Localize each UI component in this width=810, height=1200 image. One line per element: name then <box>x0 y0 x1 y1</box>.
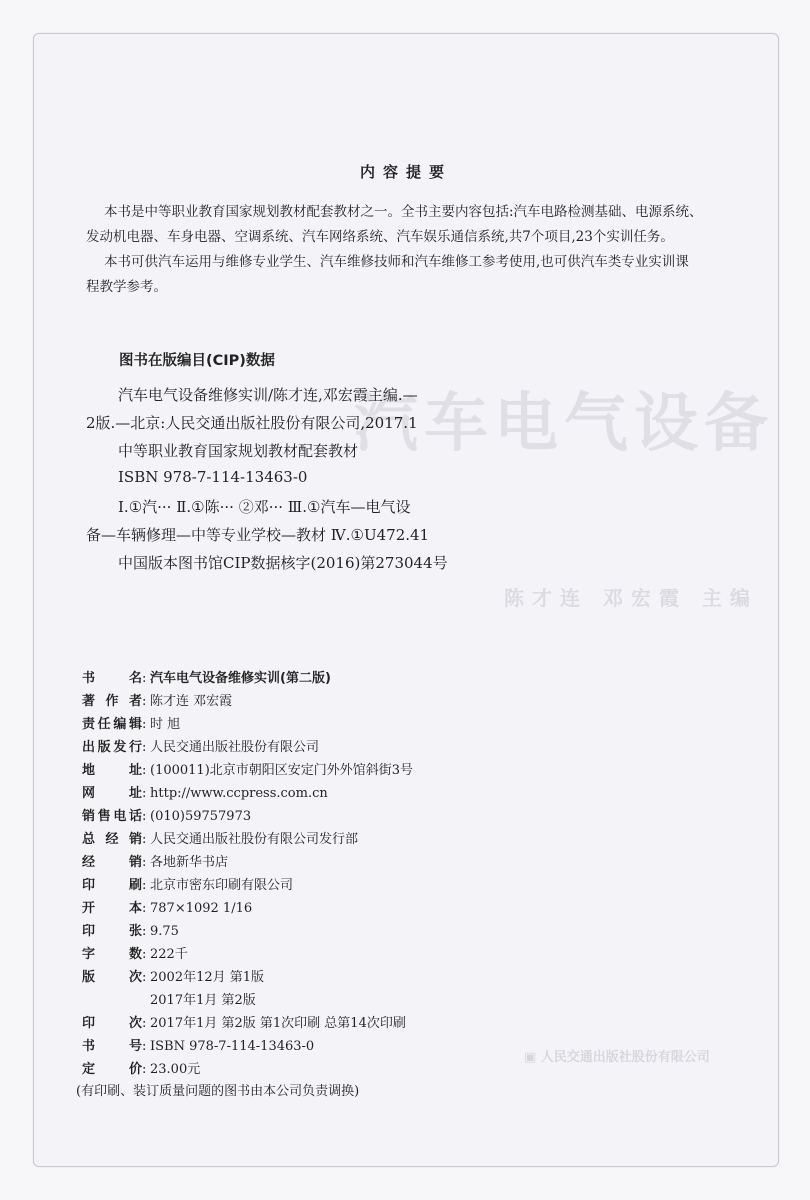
info-value: 2017年1月 第2版 <box>150 993 256 1008</box>
summary-title: 内容提要 <box>359 163 452 181</box>
info-row-isbn <box>82 1035 314 1054</box>
info-label: 出版发行 <box>82 740 142 755</box>
copyright-page <box>33 33 779 1167</box>
info-value: 2017年1月 第2版 第1次印刷 总第14次印刷 <box>150 1016 406 1031</box>
info-label: 地址 <box>82 763 142 778</box>
cover-authors-show-through: 陈才连 邓宏霞 主编 <box>504 586 758 610</box>
info-colon: : <box>142 740 147 755</box>
info-value: 汽车电气设备维修实训(第二版) <box>150 671 331 686</box>
info-label: 网址 <box>82 786 142 801</box>
info-value: 陈才连 邓宏霞 <box>150 694 233 709</box>
info-colon: : <box>142 763 147 778</box>
cip-line-2: 2版.—北京:人民交通出版社股份有限公司,2017.1 <box>86 414 418 432</box>
info-colon: : <box>142 671 147 686</box>
info-label: 印张 <box>82 924 142 939</box>
info-row-editor <box>82 713 180 732</box>
info-label: 印刷 <box>82 878 142 893</box>
info-row-distributor <box>82 828 358 847</box>
info-colon: : <box>142 1062 147 1077</box>
info-colon: : <box>142 855 147 870</box>
info-value: (100011)北京市朝阳区安定门外外馆斜街3号 <box>150 763 414 778</box>
info-colon: : <box>142 717 147 732</box>
info-colon: : <box>142 1039 147 1054</box>
summary-line-4: 程教学参考。 <box>86 279 167 295</box>
info-value: 北京市密东印刷有限公司 <box>150 878 294 893</box>
info-colon: : <box>142 1016 147 1031</box>
cip-number: 中国版本图书馆CIP数据核字(2016)第273044号 <box>118 554 448 572</box>
info-row-seller <box>82 851 228 870</box>
info-colon: : <box>142 901 147 916</box>
info-row-printing <box>82 1012 406 1031</box>
info-row-edition <box>82 966 264 985</box>
info-row-website <box>82 782 328 801</box>
info-value: 人民交通出版社股份有限公司 <box>150 740 320 755</box>
info-value: 人民交通出版社股份有限公司发行部 <box>150 832 359 847</box>
summary-line-3: 本书可供汽车运用与维修专业学生、汽车维修技师和汽车维修工参考使用,也可供汽车类专业实训课 <box>104 254 689 270</box>
publisher-logo-show-through: ▣ 人民交通出版社股份有限公司 <box>524 1050 710 1065</box>
info-value: 9.75 <box>150 924 179 939</box>
info-label: 字数 <box>82 947 142 962</box>
cover-show-through: 汽车电气设备 <box>354 387 774 461</box>
info-label: 开本 <box>82 901 142 916</box>
info-colon: : <box>142 947 147 962</box>
info-row-edition-2 <box>82 989 256 1008</box>
info-colon: : <box>142 924 147 939</box>
info-label: 销售电话 <box>82 809 142 824</box>
info-label: 版次 <box>82 970 142 985</box>
info-row-title <box>82 667 331 686</box>
info-value: (010)59757973 <box>150 809 252 824</box>
info-label: 书名 <box>82 671 142 686</box>
cip-isbn: ISBN 978-7-114-13463-0 <box>118 468 308 486</box>
info-row-format <box>82 897 252 916</box>
info-value: http://www.ccpress.com.cn <box>150 786 328 801</box>
info-value: 时 旭 <box>150 717 181 732</box>
info-label: 责任编辑 <box>82 717 142 732</box>
info-label: 总经销 <box>82 832 142 847</box>
summary-line-2: 发动机电器、车身电器、空调系统、汽车网络系统、汽车娱乐通信系统,共7个项目,23个实训任务。 <box>86 229 674 245</box>
quality-note: (有印刷、装订质量问题的图书由本公司负责调换) <box>76 1084 360 1099</box>
info-label: 经销 <box>82 855 142 870</box>
info-label: 书号 <box>82 1039 142 1054</box>
info-value: 2002年12月 第1版 <box>150 970 265 985</box>
info-row-printer <box>82 874 293 893</box>
info-label: 著作者 <box>82 694 142 709</box>
cip-line-1: 汽车电气设备维修实训/陈才连,邓宏霞主编.— <box>118 386 418 404</box>
info-row-sheets <box>82 920 179 939</box>
info-row-authors <box>82 690 232 709</box>
info-label: 定价 <box>82 1062 142 1077</box>
info-colon: : <box>142 786 147 801</box>
info-colon: : <box>142 970 147 985</box>
info-row-phone <box>82 805 251 824</box>
cip-title: 图书在版编目(CIP)数据 <box>119 353 275 369</box>
info-label: 印次 <box>82 1016 142 1031</box>
info-colon: : <box>142 809 147 824</box>
info-row-price <box>82 1058 200 1077</box>
summary-line-1: 本书是中等职业教育国家规划教材配套教材之一。全书主要内容包括:汽车电路检测基础、电源系统、 <box>104 204 703 220</box>
info-row-publisher <box>82 736 319 755</box>
info-value: 787×1092 1/16 <box>150 901 253 916</box>
cip-line-5: Ⅰ.①汽··· Ⅱ.①陈··· ②邓··· Ⅲ.①汽车—电气设 <box>118 498 411 516</box>
info-colon: : <box>142 878 147 893</box>
info-colon: : <box>142 832 147 847</box>
info-row-address <box>82 759 413 778</box>
info-row-word-count <box>82 943 188 962</box>
info-value: 23.00元 <box>150 1062 201 1077</box>
cip-line-3: 中等职业教育国家规划教材配套教材 <box>118 442 359 460</box>
info-value: 222千 <box>150 947 188 962</box>
info-colon: : <box>142 694 147 709</box>
info-value: 各地新华书店 <box>150 855 229 870</box>
cip-line-6: 备—车辆修理—中等专业学校—教材 Ⅳ.①U472.41 <box>86 526 430 544</box>
info-value: ISBN 978-7-114-13463-0 <box>150 1039 315 1054</box>
